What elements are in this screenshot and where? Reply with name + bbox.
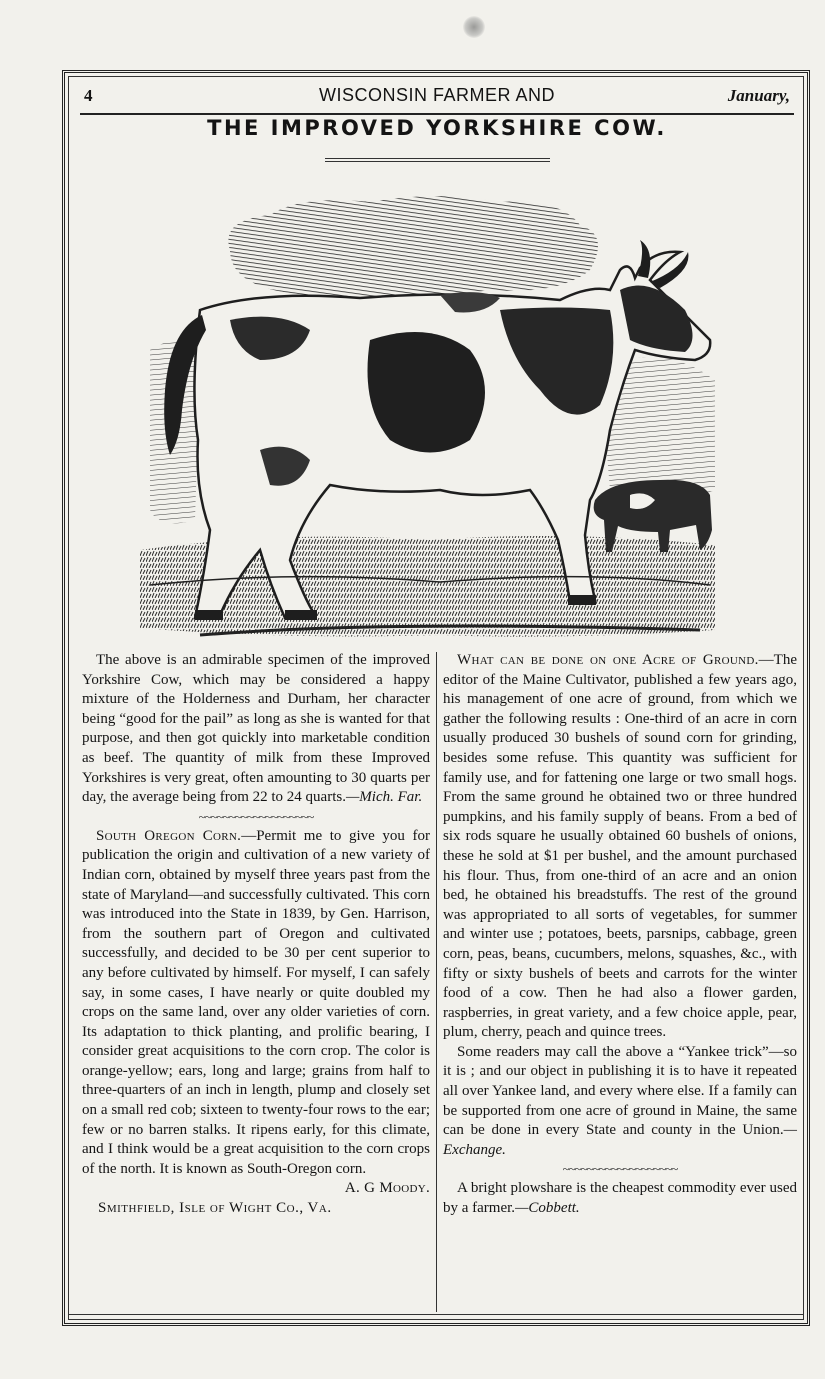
column-divider bbox=[436, 652, 437, 1312]
running-header bbox=[80, 84, 794, 112]
one-acre-article: What can be done on one Acre of Ground.—The editor of the Maine Cultivator, published a few years ago, his management of one acre of ground, from which we gather the following results : One-third of an acre in corn usually produced 30 bushels of sound corn for grinding, besides some refuse. This quantity was sufficient for family use, and for fattening one large or two small hogs. From the same ground he obtained two or three hundred pumpkins, and his family supply of beans. From a bed of six rods square he usually obtained 60 bushels of onions, these he sold at $1 per bushel, and the amount purchased his flour. Thus, from one-third of an acre and an onion bed, he obtained his breadstuffs. The rest of the ground was appropriated to all sorts of vegetables, for summer and winter use ; potatoes, beets, parsnips, cabbage, green corn, peas, beans, cucumbers, melons, squashes, &c., with fifty or sixty bushels of beets and carrots for the winter food of a cow. Then he had also a flower garden, raspberries, in great variety, and a few choice apple, pear, plum, cherry, peach and quince trees. bbox=[443, 652, 797, 1041]
article-separator: ~~~~~~~~~~~~~~~~~~~ bbox=[198, 809, 314, 824]
right-column bbox=[443, 651, 797, 1219]
author-signature: A. G Moody. bbox=[344, 1180, 430, 1197]
south-oregon-corn-article: South Oregon Corn.—Permit me to give you for publication the origin and cultivation of a new variety of Indian corn, obtained by myself three years past from the state of Maryland—and successfully cultivated. This corn was introduced into the State in 1839, by Gen. Harrison, from the southern part of Oregon and cultivated successfully, and decided to be 30 per cent superior to any before cultivated by himself. For myself, I can safely say, in some cases, I have nearly or quite doubled my crops on the same land, over any older varieties of corn. Its adaptation to thick planting, and prolific bearing, I consider great acquisitions to the corn crop. The color is orange-yellow; ears, long and large; grains from half to three-quarters of an inch in length, plump and closely set on a small red cob; sixteen to twenty-four rows to the ear; few or no barren stalks. It ripens early, for this climate, and I think would be a great acquisition to the corn crops of the north. It is known as South-Oregon corn. bbox=[82, 827, 430, 1177]
print-smudge bbox=[463, 16, 485, 38]
title-rule bbox=[325, 158, 550, 162]
header-rule bbox=[80, 113, 794, 115]
plowshare-quote: A bright plowshare is the cheapest commodity ever used by a farmer.—Cobbett. bbox=[443, 1180, 797, 1217]
yorkshire-cow-article: The above is an admirable specimen of the improved Yorkshire Cow, which may be considered a happy mixture of the Holderness and Durham, her character being “good for the pail” as long as she is wanted for that purpose, and then got quickly into marketable condition as beef. The quantity of milk from these Improved Yorkshires is very great, often amounting to 30 quarts per day, the average being from 22 to 24 quarts.—Mich. Far. bbox=[82, 652, 430, 806]
page-number: 4 bbox=[84, 86, 93, 105]
article-separator: ~~~~~~~~~~~~~~~~~~~ bbox=[562, 1162, 678, 1177]
one-acre-article-conclusion: Some readers may call the above a “Yankee trick”—so it is ; and our object in publishing it is to have it repeated all over Yankee land, and every where else. If a family can be supported from one acre of ground in Maine, the same can be done in every State and county in the Union.—Exchange. bbox=[443, 1043, 797, 1158]
signature-line bbox=[82, 1179, 430, 1199]
article-title: THE IMPROVED YORKSHIRE COW. bbox=[207, 116, 667, 140]
bottom-rule bbox=[68, 1314, 804, 1315]
cow-engraving bbox=[140, 190, 720, 640]
left-column bbox=[82, 651, 430, 1219]
article-heading: What can be done on one Acre of Ground. bbox=[457, 652, 759, 668]
masthead: WISCONSIN FARMER AND bbox=[318, 85, 556, 105]
author-location: Smithfield, Isle of Wight Co., Va. bbox=[98, 1200, 332, 1217]
issue-month: January, bbox=[727, 86, 790, 105]
article-heading: South Oregon Corn. bbox=[96, 827, 242, 844]
